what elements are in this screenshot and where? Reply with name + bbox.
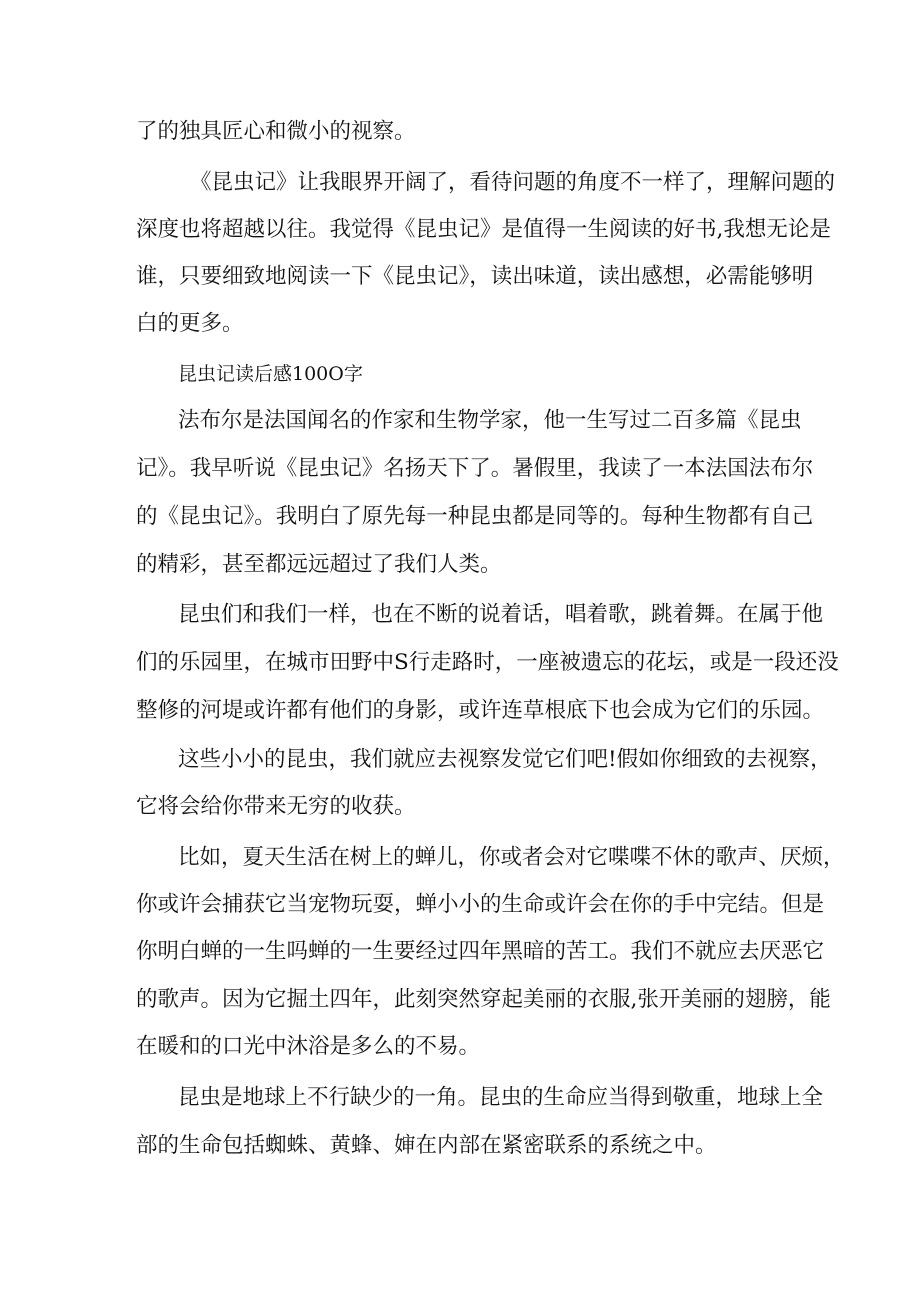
text-line: 的精彩，甚至都远远超过了我们人类。 — [136, 552, 502, 577]
paragraph-first-line: 比如，夏天生活在树上的蝉儿，你或者会对它喋喋不休的歌声、厌烦， — [178, 845, 845, 870]
text-line: 谁，只要细致地阅读一下《昆虫记》，读出味道，读出感想，必需能够明 — [136, 264, 814, 289]
text-line: 们的乐园里，在城市田野中S行走路时，一座被遗忘的花坛，或是一段还没 — [136, 650, 839, 675]
paragraph-first-line: 昆虫是地球上不行缺少的一角。昆虫的生命应当得到敬重，地球上全 — [178, 1085, 824, 1110]
text-line: 的歌声。因为它掘土四年，此刻突然穿起美丽的衣服,张开美丽的翅膀，能 — [136, 987, 831, 1012]
text-line: 它将会给你带来无穷的收获。 — [136, 794, 416, 819]
text-line: 整修的河堤或许都有他们的身影，或许连草根底下也会成为它们的乐园。 — [136, 698, 825, 723]
text-line: 深度也将超越以往。我觉得《昆虫记》是值得一生阅读的好书,我想无论是 — [136, 217, 831, 242]
text-line: 在暖和的口光中沐浴是多么的不易。 — [136, 1034, 481, 1059]
text-line: 的《昆虫记》。我明白了原先每一种昆虫都是同等的。每种生物都有自己 — [136, 504, 814, 529]
section-heading: 昆虫记读后感100O字 — [178, 363, 363, 385]
text-line: 了的独具匠心和微小的视察。 — [136, 119, 416, 144]
text-line: 记》。我早听说《昆虫记》名扬天下了。暑假里，我读了一本法国法布尔 — [136, 456, 814, 481]
paragraph-first-line: 《昆虫记》让我眼界开阔了，看待问题的角度不一样了，理解问题的 — [190, 170, 836, 195]
text-line: 你明白蝉的一生吗蝉的一生要经过四年黑暗的苦工。我们不就应去厌恶它 — [136, 939, 825, 964]
paragraph-first-line: 法布尔是法国闻名的作家和生物学家，他一生写过二百多篇《昆虫 — [178, 408, 802, 433]
paragraph-first-line: 昆虫们和我们一样，也在不断的说着话，唱着歌，跳着舞。在属于他 — [178, 602, 824, 627]
text-line: 你或许会捕获它当宠物玩耍，蝉小小的生命或许会在你的手中完结。但是 — [136, 892, 825, 917]
paragraph-first-line: 这些小小的昆虫，我们就应去视察发觉它们吧!假如你细致的去视察， — [178, 747, 832, 772]
text-line: 部的生命包括蜘蛛、黄蜂、婶在内部在紧密联系的系统之中。 — [136, 1133, 717, 1158]
text-line: 白的更多。 — [136, 311, 244, 336]
